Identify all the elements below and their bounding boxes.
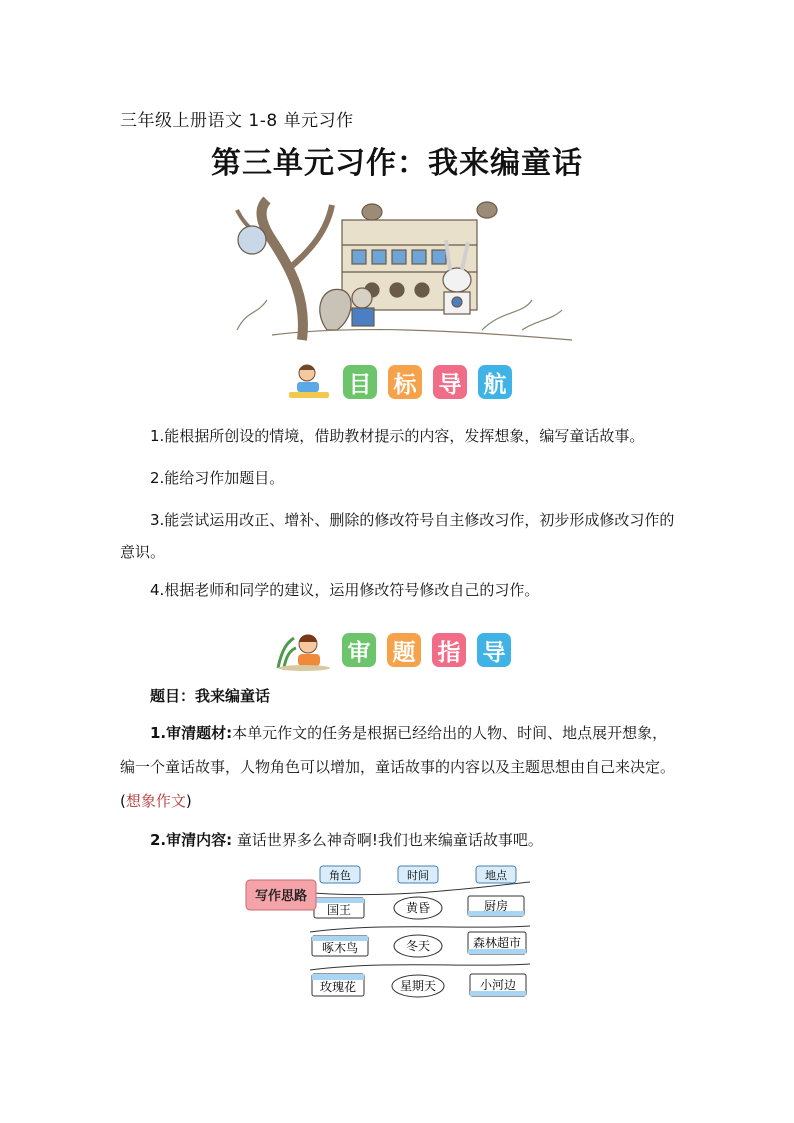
writing-idea-diagram xyxy=(240,860,540,1010)
goal-item: 2.能给习作加题目。 xyxy=(150,469,285,487)
diagram-headers xyxy=(320,866,516,883)
time-dusk: 黄昏 xyxy=(405,901,431,915)
goal-item: 4.根据老师和同学的建议，运用修改符号修改自己的习作。 xyxy=(150,581,540,599)
fairy-tale-illustration xyxy=(232,180,577,345)
role-rose: 玫瑰花 xyxy=(319,980,357,994)
material-paragraph: 1.审清题材:本单元作文的任务是根据已经给出的人物、时间、地点展开想象，编一个童话故事，人物角色可以增加，童话故事的内容以及主题思想由自己来决定。(想象作文) xyxy=(120,724,676,810)
student-reading-icon xyxy=(285,362,333,402)
goal-item: 1.能根据所创设的情境，借助教材提示的内容，发挥想象，编写童话故事。 xyxy=(150,427,645,445)
header-place: 地点 xyxy=(485,869,507,882)
content-line: 2.审清内容: 童话世界多么神奇啊!我们也来编童话故事吧。 xyxy=(150,831,543,849)
girl-with-plants-icon xyxy=(274,628,332,672)
goals-tile-4: 航 xyxy=(478,365,512,399)
goals-tile-2: 标 xyxy=(388,365,422,399)
topic-line: 题目：我来编童话 xyxy=(150,687,271,705)
place-kitchen: 厨房 xyxy=(483,899,509,913)
time-sunday: 星期天 xyxy=(399,979,437,993)
guide-banner xyxy=(274,628,522,672)
place-forest-market: 森林超市 xyxy=(472,936,522,950)
time-winter: 冬天 xyxy=(405,939,431,953)
writing-idea-badge: 写作思路 xyxy=(254,889,308,904)
header-role: 角色 xyxy=(329,869,351,882)
header-time: 时间 xyxy=(407,869,429,882)
doc-header: 三年级上册语文 1-8 单元习作 xyxy=(120,111,354,131)
goal-item: 3.能尝试运用改正、增补、删除的修改符号自主修改习作，初步形成修改习作的意识。 xyxy=(120,511,675,561)
role-king: 国王 xyxy=(326,903,352,917)
guide-tile-2: 题 xyxy=(387,633,421,667)
goals-list xyxy=(120,420,680,606)
page-title: 第三单元习作：我来编童话 xyxy=(211,146,583,181)
goals-banner xyxy=(285,362,523,402)
guide-tile-4: 导 xyxy=(477,633,511,667)
goals-tile-1: 目 xyxy=(343,365,377,399)
guide-tile-3: 指 xyxy=(432,633,466,667)
goals-tile-3: 导 xyxy=(433,365,467,399)
place-riverside: 小河边 xyxy=(479,978,517,992)
role-woodpecker: 啄木鸟 xyxy=(321,941,359,955)
guide-tile-1: 审 xyxy=(342,633,376,667)
